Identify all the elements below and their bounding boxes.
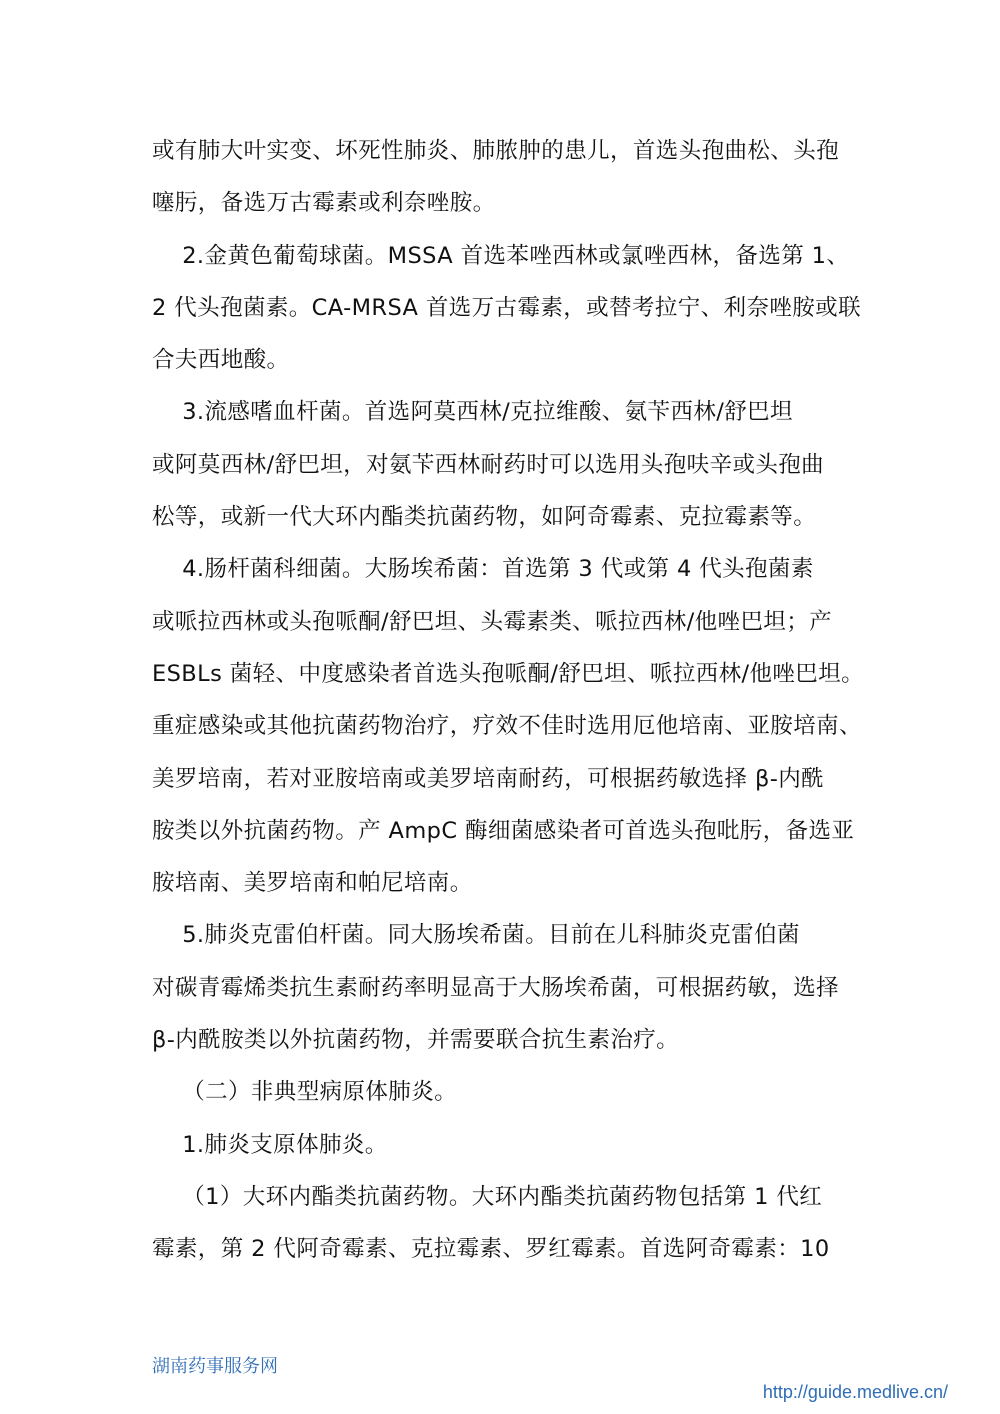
- document-body: [152, 125, 865, 1276]
- text-line: 或哌拉西林或头孢哌酮/舒巴坦、头霉素类、哌拉西林/他唑巴坦；产: [152, 608, 833, 635]
- text-line: 对碳青霉烯类抗生素耐药率明显高于大肠埃希菌，可根据药敏，选择: [152, 974, 840, 1001]
- footer-site-name: 湖南药事服务网: [152, 1356, 278, 1377]
- text-line: 胺类以外抗菌药物。产 AmpC 酶细菌感染者可首选头孢吡肟，备选亚: [152, 817, 855, 844]
- text-line: 3.流感嗜血杆菌。首选阿莫西林/克拉维酸、氨苄西林/舒巴坦: [152, 399, 793, 426]
- text-line: ESBLs 菌轻、中度感染者首选头孢哌酮/舒巴坦、哌拉西林/他唑巴坦。: [152, 660, 865, 687]
- text-line: 松等，或新一代大环内酯类抗菌药物，如阿奇霉素、克拉霉素等。: [152, 504, 817, 531]
- text-line: 重症感染或其他抗菌药物治疗，疗效不佳时选用厄他培南、亚胺培南、: [152, 713, 862, 740]
- text-line: （1）大环内酯类抗菌药物。大环内酯类抗菌药物包括第 1 代红: [152, 1183, 823, 1210]
- text-line: 或有肺大叶实变、坏死性肺炎、肺脓肿的患儿，首选头孢曲松、头孢: [152, 138, 840, 164]
- footer-url-link[interactable]: http://guide.medlive.cn/: [762, 1382, 948, 1402]
- section-heading: （二）非典型病原体肺炎。: [152, 1079, 458, 1106]
- text-line: 或阿莫西林/舒巴坦，对氨苄西林耐药时可以选用头孢呋辛或头孢曲: [152, 451, 825, 478]
- text-line: 2 代头孢菌素。CA-MRSA 首选万古霉素，或替考拉宁、利奈唑胺或联: [152, 294, 861, 321]
- text-line: β-内酰胺类以外抗菌药物，并需要联合抗生素治疗。: [152, 1027, 680, 1054]
- text-line: 霉素，第 2 代阿奇霉素、克拉霉素、罗红霉素。首选阿奇霉素：10: [152, 1236, 830, 1263]
- text-line: 胺培南、美罗培南和帕尼培南。: [152, 870, 473, 897]
- text-line: 美罗培南，若对亚胺培南或美罗培南耐药，可根据药敏选择 β-内酰: [152, 765, 825, 792]
- text-line: 2.金黄色葡萄球菌。MSSA 首选苯唑西林或氯唑西林，备选第 1、: [152, 242, 850, 269]
- text-line: 合夫西地酸。: [152, 347, 290, 374]
- text-line: 5.肺炎克雷伯杆菌。同大肠埃希菌。目前在儿科肺炎克雷伯菌: [152, 922, 800, 949]
- subsection-heading: 1.肺炎支原体肺炎。: [152, 1131, 388, 1158]
- text-line: 4.肠杆菌科细菌。大肠埃希菌：首选第 3 代或第 4 代头孢菌素: [152, 556, 814, 583]
- text-line: 噻肟，备选万古霉素或利奈唑胺。: [152, 190, 496, 217]
